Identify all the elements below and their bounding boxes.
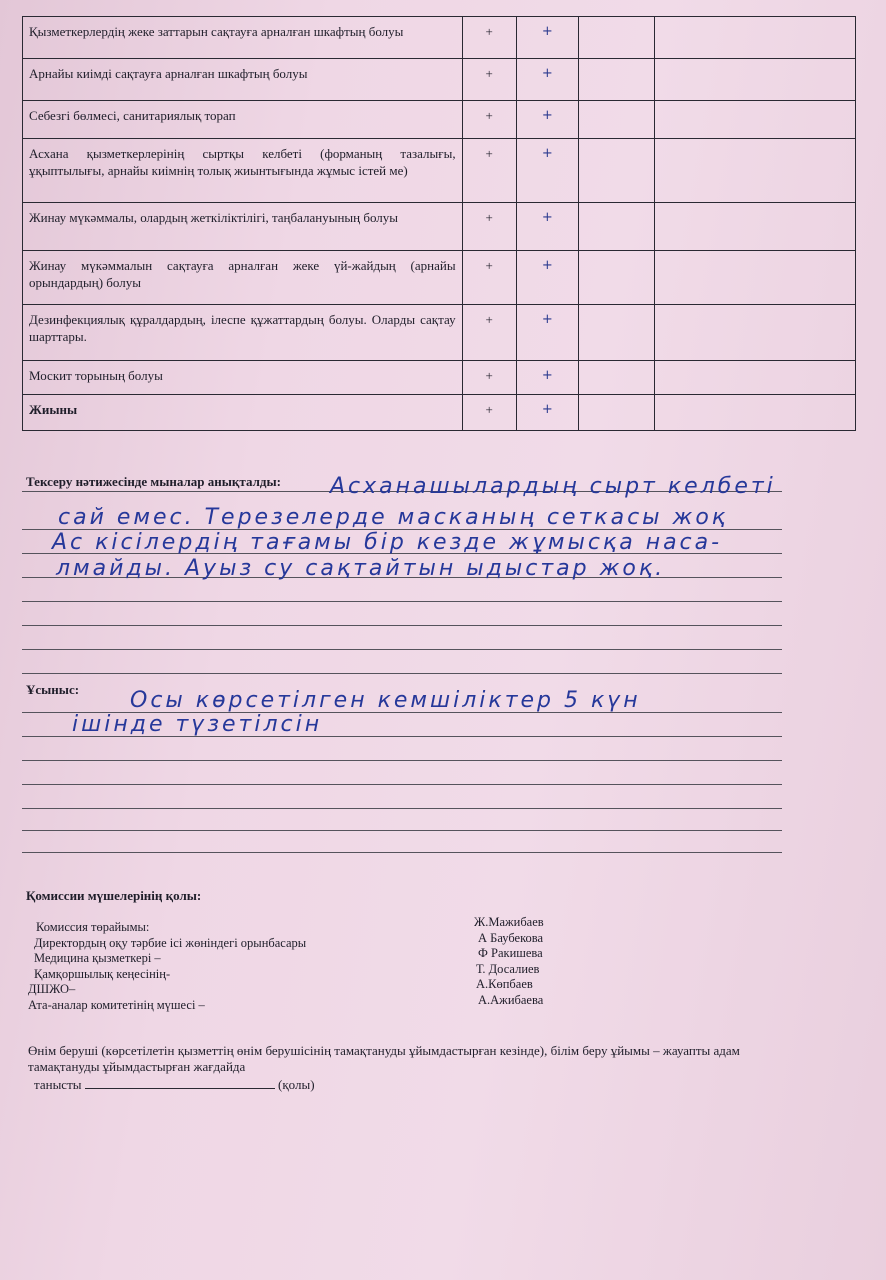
familiar-label: танысты bbox=[34, 1077, 82, 1092]
empty-cell bbox=[578, 17, 654, 59]
ruled-line bbox=[22, 852, 782, 853]
empty-cell bbox=[655, 395, 856, 431]
handwritten-mark: + bbox=[516, 203, 578, 251]
empty-cell bbox=[578, 305, 654, 361]
criterion-cell: Қызметкерлердің жеке заттарын сақтауға арналған шкафтың болуы bbox=[23, 17, 463, 59]
mark-cell: + bbox=[462, 251, 516, 305]
mark-cell: + bbox=[462, 139, 516, 203]
mark-cell: + bbox=[462, 17, 516, 59]
signer-name: А.Көпбаев bbox=[476, 977, 533, 991]
empty-cell bbox=[655, 101, 856, 139]
table-row-total bbox=[23, 395, 856, 431]
empty-cell bbox=[655, 305, 856, 361]
empty-cell bbox=[655, 203, 856, 251]
role-chair: Комиссия төрайымы: bbox=[36, 920, 150, 934]
signer-name: А Баубекова bbox=[478, 930, 544, 945]
empty-cell bbox=[655, 251, 856, 305]
role-parent-committee: Ата-аналар комитетінің мүшесі – bbox=[28, 997, 205, 1012]
role-medical-worker: Медицина қызметкері – bbox=[34, 951, 161, 965]
table-row bbox=[23, 203, 856, 251]
handwritten-finding-line: Асханашылардың сырт келбеті bbox=[330, 474, 776, 499]
criterion-cell: Жиыны bbox=[23, 395, 463, 431]
criterion-cell: Москит торының болуы bbox=[23, 361, 463, 395]
empty-cell bbox=[655, 139, 856, 203]
handwritten-mark: + bbox=[516, 395, 578, 431]
mark-cell: + bbox=[462, 59, 516, 101]
empty-cell bbox=[578, 251, 654, 305]
handwritten-finding-line: Ас кісілердің тағамы бір кезде жұмысқа наса- bbox=[52, 530, 723, 555]
signature-label: (қолы) bbox=[278, 1077, 315, 1092]
table-row bbox=[23, 361, 856, 395]
ruled-line bbox=[22, 673, 782, 674]
signer-name: Т. Досалиев bbox=[476, 961, 540, 976]
handwritten-recommendation-line: ішінде түзетілсін bbox=[72, 712, 323, 737]
mark-cell: + bbox=[462, 305, 516, 361]
table-row bbox=[23, 101, 856, 139]
signature-blank[interactable] bbox=[85, 1077, 275, 1089]
recommendation-label: Ұсыныс: bbox=[26, 682, 80, 697]
criterion-cell: Арнайы киімді сақтауға арналған шкафтың болуы bbox=[23, 59, 463, 101]
ruled-line bbox=[22, 808, 782, 809]
signature-roles bbox=[28, 920, 306, 1013]
ruled-line bbox=[22, 625, 782, 626]
criterion-cell: Жинау мүкәммалы, олардың жеткіліктілігі, таңбалануының болуы bbox=[23, 203, 463, 251]
handwritten-mark: + bbox=[516, 17, 578, 59]
ruled-line bbox=[22, 760, 782, 761]
acknowledgement-block bbox=[28, 1043, 808, 1093]
signer-name: Ф Ракишева bbox=[478, 946, 543, 960]
ruled-line bbox=[22, 784, 782, 785]
empty-cell bbox=[655, 361, 856, 395]
signature-names bbox=[474, 915, 544, 1008]
criterion-cell: Асхана қызметкерлерінің сыртқы келбеті (форманың тазалығы, ұқыптылығы, арнайы киімнің толық жиынтығында жұмыс істей ме) bbox=[23, 139, 463, 203]
findings-label: Тексеру нәтижесінде мыналар анықталды: bbox=[26, 474, 281, 489]
role-dshzho: ДШЖО– bbox=[28, 982, 76, 996]
handwritten-mark: + bbox=[516, 139, 578, 203]
handwritten-mark: + bbox=[516, 101, 578, 139]
signatures-label: Қомиссии мүшелерінің қолы: bbox=[26, 888, 202, 903]
handwritten-mark: + bbox=[516, 59, 578, 101]
empty-cell bbox=[578, 139, 654, 203]
mark-cell: + bbox=[462, 361, 516, 395]
ruled-line bbox=[22, 601, 782, 602]
empty-cell bbox=[578, 59, 654, 101]
criterion-cell: Жинау мүкәммалын сақтауға арналған жеке үй-жайдың (арнайы орындардың) болуы bbox=[23, 251, 463, 305]
ruled-line bbox=[22, 649, 782, 650]
criterion-cell: Дезинфекциялық құралдардың, ілеспе құжаттардың болуы. Оларды сақтау шарттары. bbox=[23, 305, 463, 361]
handwritten-finding-line: лмайды. Ауыз су сақтайтын ыдыстар жоқ. bbox=[56, 556, 666, 581]
role-board-of-trustees: Қамқоршылық кеңесінің- bbox=[34, 966, 171, 981]
inspection-table bbox=[22, 16, 856, 431]
table-row bbox=[23, 305, 856, 361]
mark-cell: + bbox=[462, 203, 516, 251]
empty-cell bbox=[578, 101, 654, 139]
empty-cell bbox=[578, 395, 654, 431]
ruled-line bbox=[22, 830, 782, 831]
handwritten-mark: + bbox=[516, 305, 578, 361]
mark-cell: + bbox=[462, 101, 516, 139]
acknowledgement-signature-row bbox=[28, 1077, 808, 1093]
empty-cell bbox=[655, 59, 856, 101]
empty-cell bbox=[578, 361, 654, 395]
handwritten-recommendation-line: Осы көрсетілген кемшіліктер 5 күн bbox=[130, 688, 641, 713]
criterion-cell: Себезгі бөлмесі, санитариялық торап bbox=[23, 101, 463, 139]
empty-cell bbox=[578, 203, 654, 251]
signer-name: А.Ажибаева bbox=[478, 992, 544, 1007]
table-row bbox=[23, 251, 856, 305]
table-row bbox=[23, 59, 856, 101]
signer-name: Ж.Мажибаев bbox=[474, 915, 544, 929]
handwritten-mark: + bbox=[516, 251, 578, 305]
empty-cell bbox=[655, 17, 856, 59]
handwritten-finding-line: сай емес. Терезелерде масканың сеткасы жоқ bbox=[58, 505, 729, 530]
table-row bbox=[23, 139, 856, 203]
table-row bbox=[23, 17, 856, 59]
acknowledgement-text: Өнім беруші (көрсетілетін қызметтің өнім берушісінің тамақтануды ұйымдастырған кезінде), білім беру ұйымы – жауапты адам тамақтануды ұйымдастырған жағдайда bbox=[28, 1043, 740, 1074]
role-deputy-director: Директордың оқу тәрбие ісі жөніндегі орынбасары bbox=[34, 935, 307, 950]
mark-cell: + bbox=[462, 395, 516, 431]
handwritten-mark: + bbox=[516, 361, 578, 395]
